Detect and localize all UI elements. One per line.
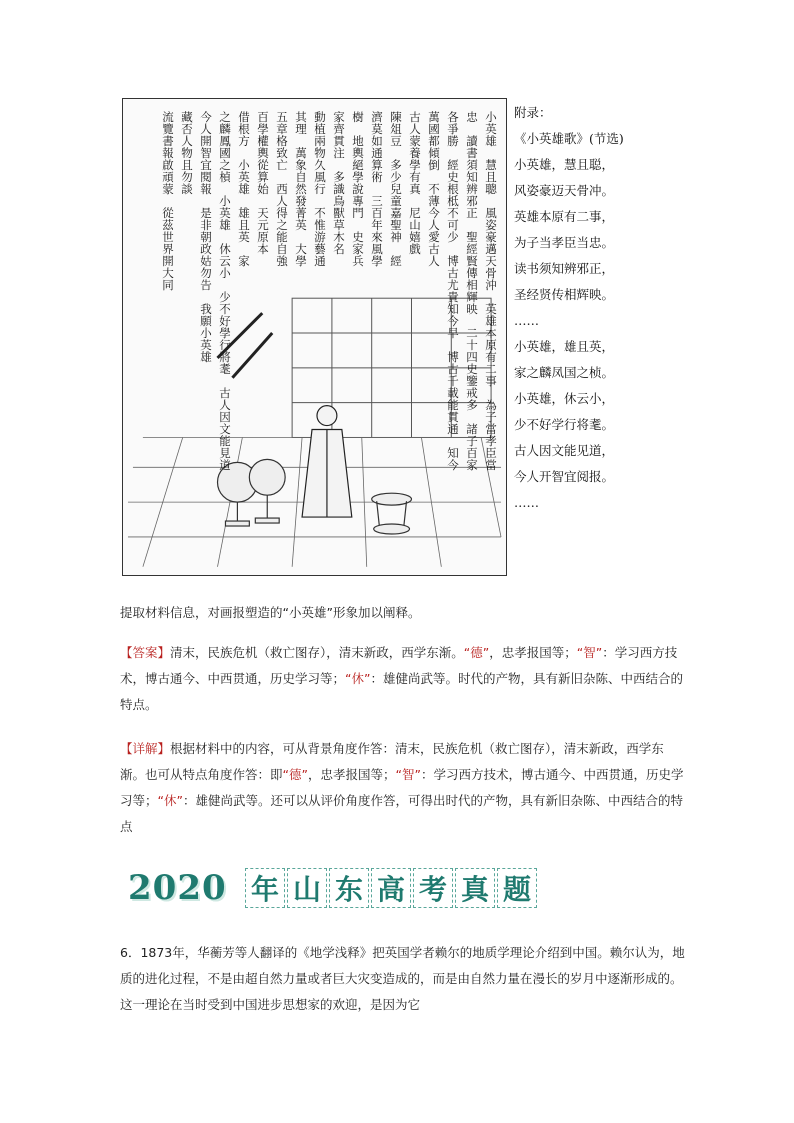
figure-text-column: 動植兩物久風行 不惟游藝通 bbox=[313, 111, 327, 267]
figure-text-column: 流覽書報啟頑蒙 從茲世界開大同 bbox=[161, 111, 175, 291]
figure-text-column: 借根方 小英雄 雄且英 家 bbox=[237, 111, 251, 267]
detail-keyword-zhi: “智” bbox=[395, 767, 421, 782]
figure-text-column: 忠 讀書須知辨邪正 聖經賢傳相輝映 二十四史鑒戒多 諸子百家 bbox=[465, 111, 479, 471]
banner-char: 山 bbox=[287, 868, 327, 908]
poem-line: 小英雄，雄且英， bbox=[514, 339, 615, 354]
answer-text: ：学习西方技术，博古通今、中西贯通，历史学习等； bbox=[120, 645, 678, 686]
banner-title bbox=[245, 868, 539, 908]
detail-text: ，忠孝报国等； bbox=[307, 767, 396, 782]
poem-line: …… bbox=[514, 495, 539, 510]
banner-char: 真 bbox=[455, 868, 495, 908]
figure-text-column: 百學權輿從算始 天元原本 bbox=[256, 111, 270, 255]
poem-line: 今人开智宜阅报。 bbox=[514, 469, 615, 484]
answer-keyword-de: “德” bbox=[463, 645, 490, 660]
answer-text: 清末，民族危机（救亡图存），清末新政，西学东渐。 bbox=[170, 645, 464, 660]
answer-text: ：雄健尚武等。时代的产物，具有新旧杂陈、中西结合的特点。 bbox=[120, 671, 683, 712]
figure-text-column: 各爭勝 經史根柢不可少 博古尤貴知今早 博古千載能貫通 知今 bbox=[446, 111, 460, 471]
appendix-title: 《小英雄歌》(节选) bbox=[514, 131, 624, 146]
banner-char: 年 bbox=[245, 868, 285, 908]
figure-text-column: 萬國都傾倒 不薄今人愛古人 bbox=[427, 111, 441, 267]
appendix-heading: 附录： bbox=[514, 105, 552, 120]
detail-label: 【详解】 bbox=[120, 741, 171, 756]
figure-text-column: 五章格致亡 西人得之能自強 bbox=[275, 111, 289, 267]
detail-text: ：学习西方技术，博古通今、中西贯通，历史学习等； bbox=[120, 767, 684, 808]
poem-line: 英雄本原有二事， bbox=[514, 209, 615, 224]
banner-char: 东 bbox=[329, 868, 369, 908]
poem-line: 圣经贤传相辉映。 bbox=[514, 287, 615, 302]
banner-char: 考 bbox=[413, 868, 453, 908]
banner-char: 高 bbox=[371, 868, 411, 908]
figure-text-column: 之麟鳳國之楨 小英雄 休云小 少不好學行將耄 古人因文能見道 bbox=[218, 111, 232, 471]
detail-keyword-de: “德” bbox=[282, 767, 308, 782]
poem-line: 小英雄，慧且聪， bbox=[514, 157, 615, 172]
figure-text-column: 陳俎豆 多少兒童嘉聖神 經 bbox=[389, 111, 403, 267]
figure-text-column: 其理 萬象自然發菁英 大學 bbox=[294, 111, 308, 267]
figure-text-column: 小英雄 慧且聰 風姿豪邁天骨沖 英雄本原有二事 為子當孝臣當 bbox=[484, 111, 498, 471]
figure-text-column: 家齊貫注 多識鳥獸草木名 bbox=[332, 111, 346, 255]
answer-keyword-xiu: “休” bbox=[345, 671, 371, 686]
figure-text-column: 藏否人物且勿談 bbox=[180, 111, 194, 195]
illustration-figure bbox=[122, 98, 507, 576]
answer-paragraph bbox=[120, 640, 685, 718]
poem-line: 小英雄，休云小， bbox=[514, 391, 615, 406]
detail-text: ：雄健尚武等。还可以从评价角度作答，可得出时代的产物，具有新旧杂陈、中西结合的特点 bbox=[120, 793, 683, 834]
detail-paragraph bbox=[120, 736, 685, 840]
poem-line: 少不好学行将耄。 bbox=[514, 417, 615, 432]
section-banner bbox=[120, 864, 531, 912]
appendix-poem bbox=[514, 100, 664, 516]
figure-text-column: 濟莫如通算術 三百年來風學 bbox=[370, 111, 384, 267]
poem-line: 家之麟凤国之桢。 bbox=[514, 365, 615, 380]
banner-char: 题 bbox=[497, 868, 537, 908]
poem-line: …… bbox=[514, 313, 539, 328]
figure-text-column: 古人蒙養學有真 尼山嬉戲 bbox=[408, 111, 422, 255]
question-prompt: 提取材料信息，对画报塑造的“小英雄”形象加以阐释。 bbox=[120, 605, 421, 620]
poem-line: 古人因文能见道， bbox=[514, 443, 615, 458]
poem-line: 读书须知辨邪正， bbox=[514, 261, 615, 276]
question-6: 6．1873年，华蘅芳等人翻译的《地学浅释》把英国学者赖尔的地质学理论介绍到中国。赖尔认为，地质的进化过程，不是由超自然力量或者巨大灾变造成的，而是由自然力量在漫长的岁月中逐渐形成的。这一理论在当时受到中国进步思想家的欢迎，是因为它 bbox=[120, 945, 685, 1012]
detail-text: 根据材料中的内容，可从背景角度作答：清末，民族危机（救亡图存），清末新政，西学东渐。也可从特点角度作答：即 bbox=[120, 741, 664, 782]
detail-keyword-xiu: “休” bbox=[157, 793, 183, 808]
banner-year: 2020 bbox=[128, 868, 227, 908]
answer-text: ，忠孝报国等； bbox=[489, 645, 577, 660]
figure-text-column: 今人開智宜閱報 是非朝政姑勿告 我願小英雄 bbox=[199, 111, 213, 363]
poem-line: 为子当孝臣当忠。 bbox=[514, 235, 615, 250]
poem-line: 风姿豪迈天骨冲。 bbox=[514, 183, 615, 198]
figure-text-column: 樹 地輿絕學說專門 史家兵 bbox=[351, 111, 365, 267]
answer-keyword-zhi: “智” bbox=[576, 645, 603, 660]
answer-label: 【答案】 bbox=[120, 645, 171, 660]
